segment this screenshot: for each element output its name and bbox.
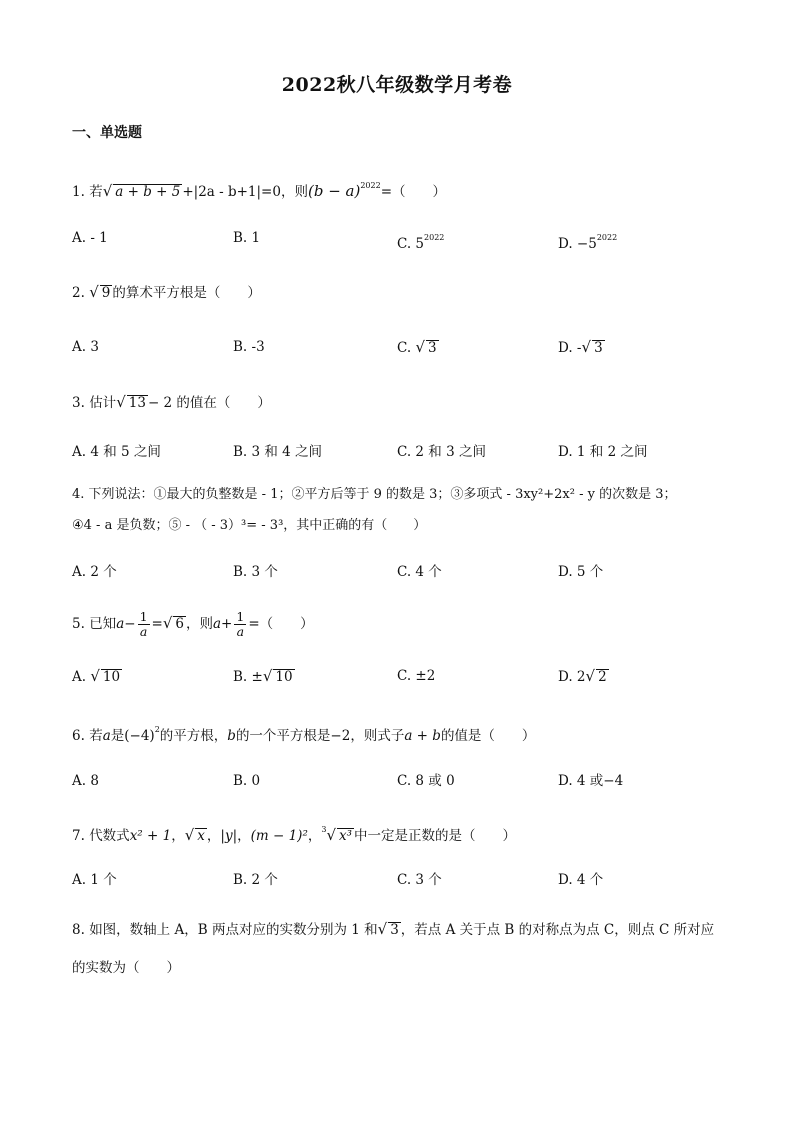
question-7: 7. 代数式x² + 1，√ x ，|y|，(m − 1)²，$^3$√ x³ 中一定是正数的是（ ） (72, 825, 517, 844)
q2-option-a[interactable]: A. 3 (72, 339, 99, 355)
page-title: 2022秋八年级数学月考卷 (281, 74, 513, 96)
q3-option-c[interactable]: C. 2 和 3 之间 (397, 444, 486, 460)
question-6: 6. 若a是$(-4)^2$的平方根，b的一个平方根是−2，则式子a + b的值是（ ） (72, 725, 536, 744)
q6-option-c[interactable]: C. 8 或 0 (397, 773, 455, 789)
q5-option-a[interactable]: A. √ 10 (72, 667, 121, 685)
q4-option-a[interactable]: A. 2 个 (72, 564, 117, 580)
question-2: 2. √ 9 的算术平方根是（ ） (72, 283, 261, 301)
question-4-line-2: ④4 - a 是负数；⑤ - （ - 3）³= - 3³，其中正确的有（ ） (72, 518, 427, 533)
question-5: 5. 已知a− $\frac{1}{a}$ =√ 6 ，则a+ $\frac{1}{a}$ =（ ） (72, 609, 314, 639)
q2-option-b[interactable]: B. -3 (233, 339, 265, 355)
q3-option-a[interactable]: A. 4 和 5 之间 (72, 444, 161, 460)
q6-option-b[interactable]: B. 0 (233, 773, 261, 789)
q1-option-d[interactable]: D. $-5^{2022}$ (558, 233, 618, 252)
q1-option-b[interactable]: B. 1 (233, 230, 261, 246)
q3-option-d[interactable]: D. 1 和 2 之间 (558, 444, 648, 460)
q5-option-b[interactable]: B. ±√ 10 (233, 667, 293, 685)
q2-option-d[interactable]: D. -√ 3 (558, 338, 603, 356)
q7-option-a[interactable]: A. 1 个 (72, 872, 117, 888)
question-4: 4. 下列说法：①最大的负整数是 - 1；②平方后等于 9 的数是 3；③多项式 - 3xy²+2x² - y 的次数是 3； (72, 487, 677, 502)
q2-option-c[interactable]: C. √ 3 (397, 338, 437, 356)
q4-option-d[interactable]: D. 5 个 (558, 564, 604, 580)
q1-option-a[interactable]: A. - 1 (72, 230, 108, 246)
q6-option-d[interactable]: D. 4 或−4 (558, 773, 624, 789)
q6-option-a[interactable]: A. 8 (72, 773, 99, 789)
q4-option-b[interactable]: B. 3 个 (233, 564, 278, 580)
q7-option-c[interactable]: C. 3 个 (397, 872, 442, 888)
q5-option-c[interactable]: C. ±2 (397, 668, 436, 684)
question-8-line-2: 的实数为（ ） (72, 960, 180, 976)
question-1: 1. 若√ a + b + 5 +|2a - b+1|=0，则$(b - a)^{2022}=$（ ） (72, 181, 446, 200)
q7-option-b[interactable]: B. 2 个 (233, 872, 278, 888)
section-heading: 一、单选题 (72, 125, 142, 141)
question-8: 8. 如图，数轴上 A，B 两点对应的实数分别为 1 和√ 3 ，若点 A 关于点 B 的对称点为点 C，则点 C 所对应 (72, 920, 715, 938)
q5-option-d[interactable]: D. 2√ 2 (558, 667, 607, 685)
question-3: 3. 估计√ 13 − 2 的值在（ ） (72, 393, 271, 411)
q4-option-c[interactable]: C. 4 个 (397, 564, 442, 580)
radicand: a + b + 5 (115, 184, 181, 200)
q7-option-d[interactable]: D. 4 个 (558, 872, 604, 888)
q3-option-b[interactable]: B. 3 和 4 之间 (233, 444, 323, 460)
q1-option-c[interactable]: C. $5^{2022}$ (397, 233, 445, 252)
